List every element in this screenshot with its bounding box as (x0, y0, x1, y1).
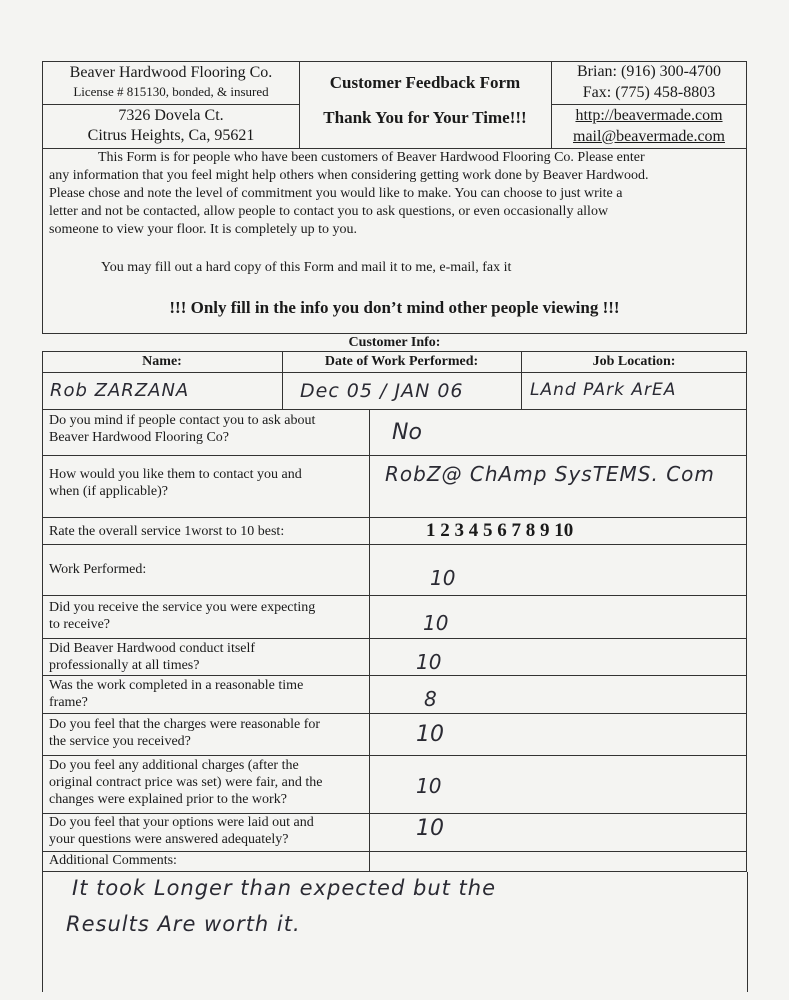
q8-text: Do you feel any additional charges (after the original contract price was set) were fair, and the changes were explained prior to the work? (49, 758, 323, 807)
col-date-header: Date of Work Performed: (324, 354, 479, 369)
q1-text: Do you mind if people contact you to ask about Beaver Hardwood Flooring Co? (49, 413, 316, 445)
comments-line2: Results Are worth it. (66, 912, 301, 936)
intro-line4: letter and not be contacted, allow people to contact you to ask questions, or even occasionally allow (49, 204, 609, 219)
fax-number: Fax: (775) 458-8803 (582, 84, 716, 101)
customer-info-title: Customer Info: (348, 335, 441, 350)
thank-you-note: Thank You for Your Time!!! (323, 108, 527, 127)
company-name: Beaver Hardwood Flooring Co. (69, 64, 273, 81)
q7-text: Do you feel that the charges were reasonable for the service you received? (49, 717, 321, 749)
q7-answer: 10 (416, 722, 444, 747)
q3-answer: 10 (430, 566, 456, 590)
form-title: Customer Feedback Form (329, 73, 521, 92)
q3-text: Work Performed: (49, 562, 147, 577)
phone-number: Brian: (916) 300-4700 (577, 63, 721, 80)
q8-answer: 10 (416, 774, 442, 798)
intro-line2: any information that you feel might help others when considering getting work done by Beaver Hardwood. (49, 168, 649, 183)
email-link[interactable]: mail@beavermade.com (573, 128, 725, 145)
q9-text: Do you feel that your options were laid out and your questions were answered adequately? (49, 815, 314, 847)
license-info: License # 815130, bonded, & insured (73, 84, 269, 99)
q6-answer: 8 (424, 687, 437, 711)
comments-label: Additional Comments: (49, 853, 177, 868)
q4-text: Did you receive the service you were expecting to receive? (49, 600, 316, 632)
col-name-header: Name: (142, 354, 182, 369)
website-link[interactable]: http://beavermade.com (575, 107, 723, 124)
q6-text: Was the work completed in a reasonable time frame? (49, 678, 304, 710)
q4-answer: 10 (423, 611, 449, 635)
address-line1: 7326 Dovela Ct. (118, 107, 224, 124)
rate-label: Rate the overall service 1worst to 10 best: (49, 524, 285, 539)
date-of-work-value: Dec 05 / JAN 06 (300, 380, 464, 402)
address-line2: Citrus Heights, Ca, 95621 (87, 127, 255, 144)
mail-note: You may fill out a hard copy of this Form and mail it to me, e-mail, fax it (101, 260, 512, 275)
q1-answer: No (392, 420, 422, 445)
col-location-header: Job Location: (592, 354, 676, 369)
intro-line3: Please chose and note the level of commitment you would like to make. You can choose to just write a (49, 186, 623, 201)
job-location-value: LAnd PArk ArEA (530, 380, 677, 400)
privacy-warning: !!! Only fill in the info you don’t mind other people viewing !!! (169, 298, 620, 317)
intro-line1: This Form is for people who have been customers of Beaver Hardwood Flooring Co. Please enter (98, 150, 645, 165)
q9-answer: 10 (416, 816, 444, 841)
q5-answer: 10 (416, 650, 442, 674)
q2-answer: RobZ@ ChAmp SysTEMS. Com (385, 462, 715, 486)
intro-line5: someone to view your floor. It is completely up to you. (49, 222, 357, 237)
customer-name-value: Rob ZARZANA (50, 380, 190, 401)
comments-line1: It took Longer than expected but the (72, 876, 496, 900)
q5-text: Did Beaver Hardwood conduct itself professionally at all times? (49, 641, 256, 673)
q2-text: How would you like them to contact you and when (if applicable)? (49, 467, 302, 499)
rate-scale: 1 2 3 4 5 6 7 8 9 10 (426, 520, 574, 541)
